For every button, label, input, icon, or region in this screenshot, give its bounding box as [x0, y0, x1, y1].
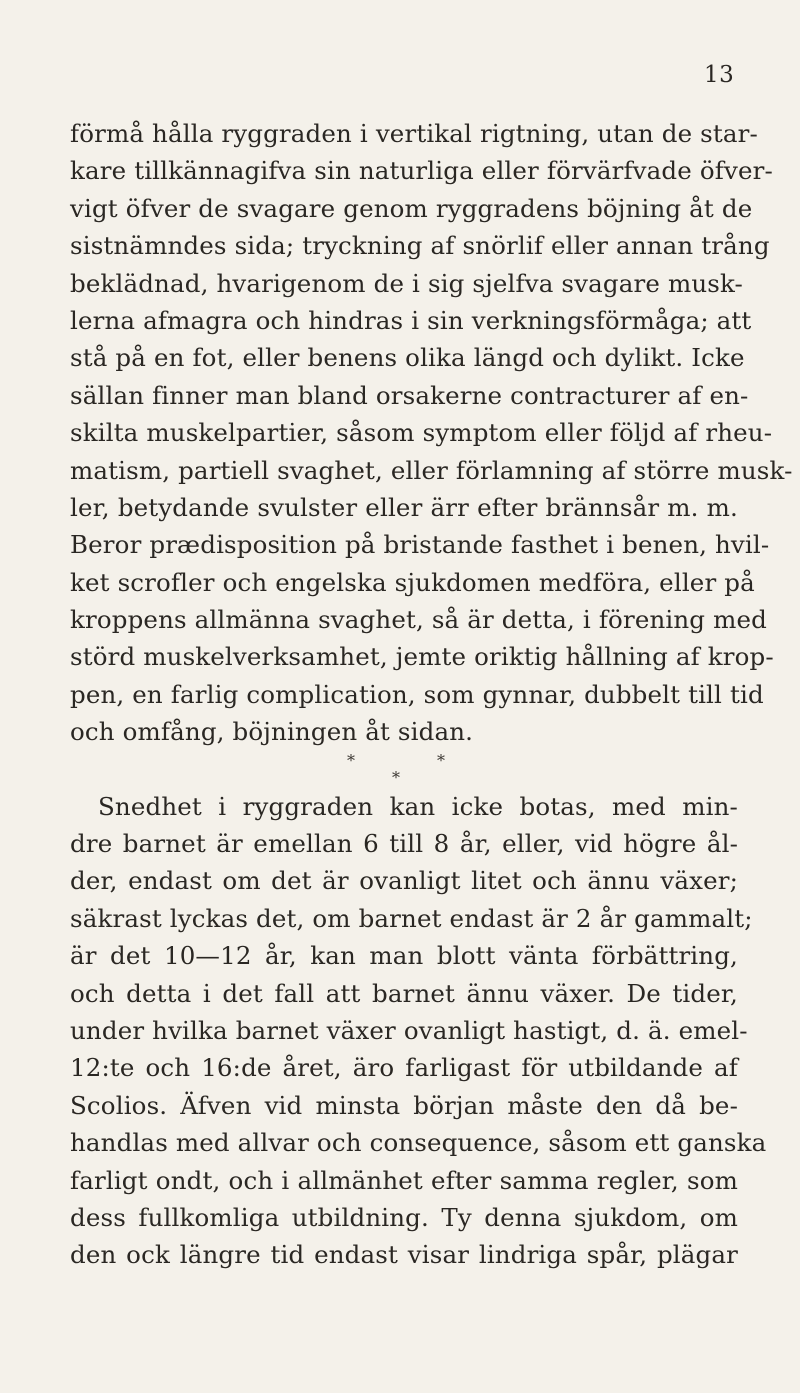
text-line: matism, partiell svaghet, eller förlamning af större musk-	[70, 455, 793, 485]
text-line: der, endast om det är ovanligt litet och ännu växer;	[70, 866, 738, 896]
text-line: ler, betydande svulster eller ärr efter brännsår m. m.	[70, 492, 738, 522]
text-line: störd muskelverksamhet, jemte oriktig hållning af krop-	[70, 642, 774, 672]
paragraph-1	[70, 115, 793, 751]
text-line: den ock längre tid endast visar lindriga spår, plägar	[70, 1240, 738, 1270]
text-line: 12:te och 16:de året, äro farligast för utbildande af	[70, 1053, 738, 1083]
asterisk-glyph: *	[437, 750, 445, 770]
text-line: dess fullkomliga utbildning. Ty denna sjukdom, om	[70, 1202, 738, 1232]
asterisk-glyph: *	[347, 750, 355, 770]
text-line: Scolios. Äfven vid minsta början måste den då be-	[70, 1090, 738, 1120]
text-line: beklädnad, hvarigenom de i sig sjelfva svagare musk-	[70, 268, 743, 298]
text-line: under hvilka barnet växer ovanligt hastigt, d. ä. emel-	[70, 1015, 748, 1045]
text-line: lerna afmagra och hindras i sin verkningsförmåga; att	[70, 305, 752, 335]
text-line: förmå hålla ryggraden i vertikal rigtning, utan de star-	[70, 119, 758, 148]
page-number: 13	[704, 62, 735, 88]
paragraph-2	[70, 788, 767, 1274]
text-line: är det 10—12 år, kan man blott vänta förbättring,	[70, 941, 738, 971]
section-divider	[70, 751, 738, 788]
text-line: och detta i det fall att barnet ännu växer. De tider,	[70, 978, 738, 1008]
text-line: sistnämndes sida; tryckning af snörlif eller annan trång	[70, 231, 770, 261]
text-line: ket scrofler och engelska sjukdomen medföra, eller på	[70, 567, 755, 597]
text-line: handlas med allvar och consequence, såsom ett ganska	[70, 1128, 767, 1158]
text-line: säkrast lyckas det, om barnet endast är 2 år gammalt;	[70, 903, 753, 933]
text-line: och omfång, böjningen åt sidan.	[70, 717, 474, 747]
text-line: kare tillkännagifva sin naturliga eller förvärfvade öfver-	[70, 156, 773, 186]
text-line: stå på en fot, eller benens olika längd och dylikt. Icke	[70, 343, 745, 373]
text-line: Beror prædisposition på bristande fasthet i benen, hvil-	[70, 530, 770, 560]
text-line: Snedhet i ryggraden kan icke botas, med min-	[98, 791, 738, 821]
body-text	[70, 115, 793, 1274]
text-line: kroppens allmänna svaghet, så är detta, i förening med	[70, 605, 767, 635]
text-line: farligt ondt, och i allmänhet efter samma regler, som	[70, 1165, 738, 1195]
text-line: dre barnet är emellan 6 till 8 år, eller, vid högre ål-	[70, 829, 738, 859]
text-line: vigt öfver de svagare genom ryggradens böjning åt de	[70, 193, 753, 223]
text-line: sällan finner man bland orsakerne contracturer af en-	[70, 380, 749, 410]
text-line: skilta muskelpartier, såsom symptom eller följd af rheu-	[70, 418, 773, 448]
text-line: pen, en farlig complication, som gynnar, dubbelt till tid	[70, 679, 764, 709]
asterisk-glyph: *	[392, 767, 400, 787]
